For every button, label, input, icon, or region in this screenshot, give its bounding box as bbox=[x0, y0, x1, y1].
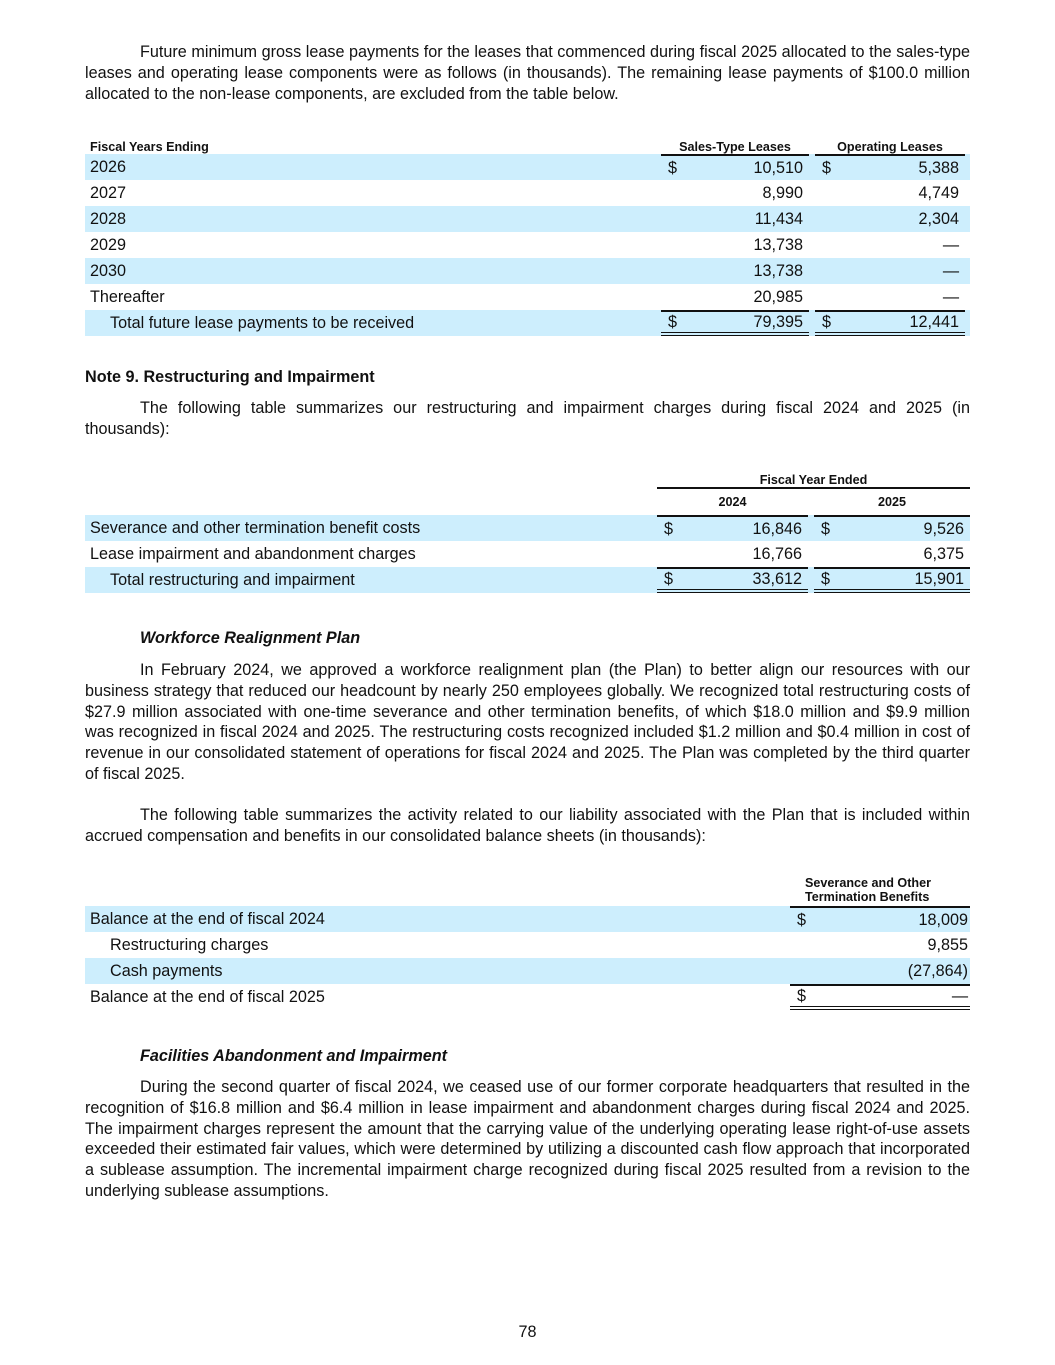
lease-payments-table bbox=[85, 128, 970, 336]
lease-intro-paragraph: Future minimum gross lease payments for the leases that commenced during fiscal 2025 allocated to the sales-type leases and operating lease components were as follows (in thousands). The remaining lease payments of $100.0 million allocated to the non-lease components, are excluded from the table below. bbox=[85, 43, 970, 103]
fiscal-year-ended-header-row bbox=[85, 468, 970, 489]
fiscal-years-ending-header: Fiscal Years Ending bbox=[90, 140, 209, 154]
severance-row: Balance at the end of fiscal 2024 $ 18,009 bbox=[85, 906, 970, 932]
lease-row: Thereafter 20,985 — bbox=[90, 287, 959, 306]
year-2025-header: 2025 bbox=[877, 495, 907, 509]
sales-type-leases-header: Sales-Type Leases bbox=[679, 140, 791, 154]
facilities-paragraph: During the second quarter of fiscal 2024, we ceased use of our former corporate headquarters that resulted in the recognition of $16.8 million and $6.4 million in lease impairment and abandonment charges during fiscal 2024 and 2025. The impairment charges represent the amount that the carrying value of the underlying operating lease right-of-use assets exceeded their estimated fair values, which were determined by utilizing a discounted cash flow approach that incorporated a sublease assumption. The incremental impairment charge recognized during fiscal 2025 resulted from a revision to the underlying sublease assumptions. bbox=[85, 1078, 970, 1200]
note-9-title: Note 9. Restructuring and Impairment bbox=[85, 368, 375, 386]
severance-header-row bbox=[85, 874, 970, 906]
lease-row: 2028 11,434 2,304 bbox=[85, 206, 970, 232]
lease-row: 2029 13,738 — bbox=[90, 235, 959, 254]
year-2024-header: 2024 bbox=[718, 495, 747, 509]
year-header-row bbox=[85, 489, 970, 515]
severance-benefits-header: Severance and Other Termination Benefits bbox=[805, 876, 931, 904]
lease-row: 2027 8,990 4,749 bbox=[90, 183, 959, 202]
restructuring-row: Lease impairment and abandonment charges 16,766 6,375 bbox=[90, 544, 964, 563]
restructuring-total-row: Total restructuring and impairment $ 33,612 $ 15,901 bbox=[85, 567, 970, 593]
severance-row: Cash payments (27,864) bbox=[85, 958, 970, 984]
fiscal-year-ended-header: Fiscal Year Ended bbox=[657, 468, 970, 489]
restructuring-row: Severance and other termination benefit costs $ 16,846 $ 9,526 bbox=[85, 515, 970, 541]
operating-leases-header: Operating Leases bbox=[837, 140, 943, 154]
severance-liability-table bbox=[85, 874, 970, 1010]
workforce-paragraph-2: The following table summarizes the activity related to our liability associated with the Plan that is included within accrued compensation and benefits in our consolidated balance sheets (in thousands): bbox=[85, 806, 970, 845]
restructuring-charges-table bbox=[85, 468, 970, 593]
note-9-intro-paragraph: The following table summarizes our restructuring and impairment charges during fiscal 2024 and 2025 (in thousands): bbox=[85, 399, 970, 438]
lease-row: 2030 13,738 — bbox=[85, 258, 970, 284]
lease-total-row: Total future lease payments to be received $ 79,395 $ 12,441 bbox=[85, 310, 970, 336]
lease-row: 2026 $ 10,510 $ 5,388 bbox=[85, 154, 970, 180]
lease-table-header-row bbox=[85, 128, 970, 154]
workforce-realignment-title: Workforce Realignment Plan bbox=[140, 629, 361, 647]
severance-total-row: Balance at the end of fiscal 2025 $ — bbox=[85, 984, 970, 1010]
page-number: 78 bbox=[518, 1323, 537, 1341]
workforce-paragraph-1: In February 2024, we approved a workforce realignment plan (the Plan) to better align our resources with our business strategy that reduced our headcount by nearly 250 employees globally. We recognized total restructuring costs of $27.9 million associated with one-time severance and other termination benefits, of which $18.0 million and $9.9 million was recognized in fiscal 2024 and 2025. The restructuring costs recognized included $1.2 million and $0.4 million in cost of revenue in our consolidated statement of operations for fiscal 2024 and 2025. The Plan was completed by the third quarter of fiscal 2025. bbox=[85, 661, 970, 783]
facilities-abandonment-title: Facilities Abandonment and Impairment bbox=[140, 1047, 448, 1065]
severance-row: Restructuring charges 9,855 bbox=[110, 935, 968, 954]
